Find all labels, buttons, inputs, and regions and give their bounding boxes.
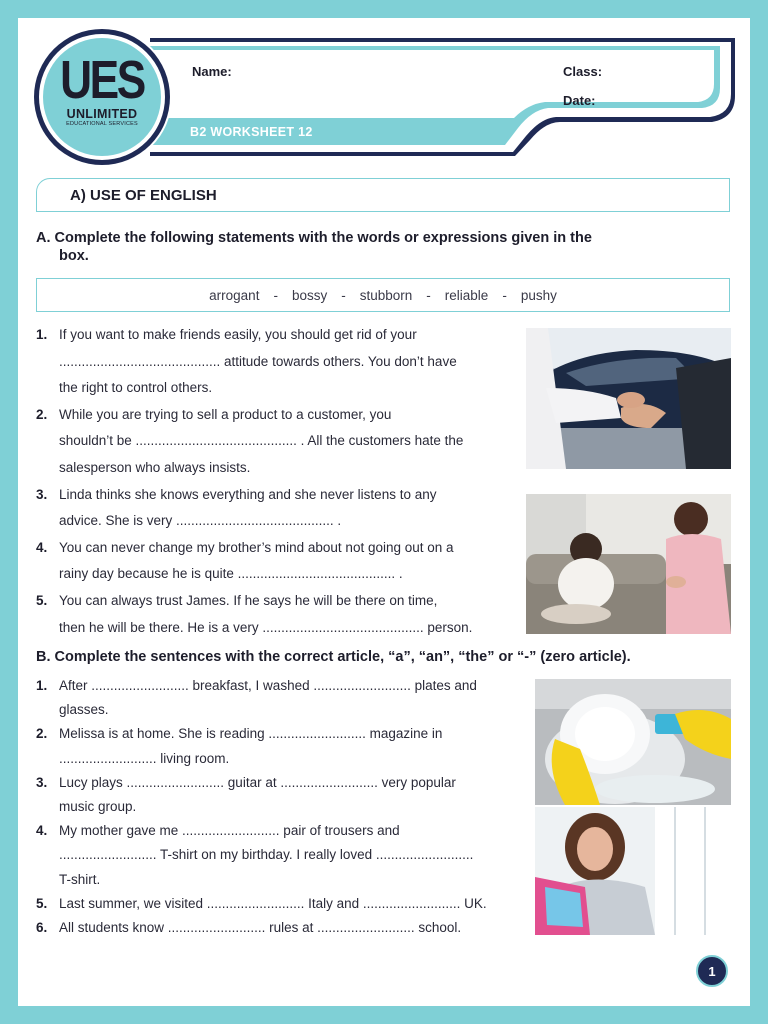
item-number: 2.: [36, 726, 48, 742]
woman-magazine-photo: [535, 807, 731, 935]
list-item: [36, 535, 516, 588]
item-text: While you are trying to sell a product to a customer, you: [59, 406, 392, 422]
list-item: [36, 588, 516, 641]
part-b-items: [36, 674, 531, 940]
name-label: Name:: [192, 64, 232, 79]
list-item: [36, 892, 531, 916]
item-text: All students know .......................... rules at .......................... school.: [59, 920, 462, 936]
item-text: Linda thinks she knows everything and she never listens to any: [59, 486, 437, 502]
item-text: rainy day because he is quite .......................................... .: [59, 566, 403, 582]
list-item: [36, 482, 516, 535]
part-a-instruction-line1: A. Complete the following statements with the words or expressions given in the: [36, 230, 592, 246]
item-number: 4.: [36, 823, 48, 839]
word-option: pushy: [520, 287, 557, 303]
word-box: [36, 278, 730, 312]
item-number: 6.: [36, 920, 48, 936]
list-item: [36, 322, 516, 402]
item-text: then he will be there. He is a very ........................................... person.: [59, 619, 473, 635]
car-handshake-photo: [526, 328, 731, 469]
item-number: 4.: [36, 539, 48, 555]
part-a-items: [36, 322, 516, 641]
logo-line2: EDUCATIONAL SERVICES: [66, 121, 138, 127]
word-option: arrogant: [209, 287, 260, 303]
section-title: A) USE OF ENGLISH: [70, 187, 217, 204]
item-text: the right to control others.: [59, 380, 213, 396]
item-text: .......................... T-shirt on my birthday. I really loved ..........................: [59, 847, 474, 863]
list-item: [36, 819, 531, 892]
item-text: T-shirt.: [59, 871, 101, 887]
item-number: 1.: [36, 678, 48, 693]
item-text: .......................... living room.: [59, 750, 230, 766]
item-number: 5.: [36, 592, 48, 608]
item-number: 1.: [36, 327, 48, 342]
item-text: salesperson who always insists.: [59, 459, 251, 475]
item-text: music group.: [59, 799, 137, 815]
item-text: Melissa is at home. She is reading .......................... magazine in: [59, 726, 443, 742]
item-text: You can always trust James. If he says he will be there on time,: [59, 592, 438, 608]
item-text: glasses.: [59, 702, 109, 718]
date-label: Date:: [563, 93, 596, 108]
worksheet-title: B2 WORKSHEET 12: [190, 125, 313, 139]
page-number-badge: 1: [696, 955, 728, 987]
item-text: shouldn’t be ........................................... . All the customers hate the: [59, 433, 464, 449]
item-number: 5.: [36, 895, 48, 911]
word-separator: -: [426, 287, 431, 303]
class-label: Class:: [563, 64, 603, 79]
list-item: [36, 916, 531, 940]
part-a-instruction-line2: box.: [59, 248, 89, 264]
part-b-instruction: B. Complete the sentences with the correct article, “a”, “an”, “the” or “-” (zero article).: [36, 649, 631, 665]
word-option: reliable: [444, 287, 489, 303]
item-text: After .......................... breakfast, I washed .......................... plates and: [59, 678, 477, 693]
word-separator: -: [273, 287, 278, 303]
item-text: Last summer, we visited .......................... Italy and .......................... UK.: [59, 895, 487, 911]
logo-line1: UNLIMITED: [66, 107, 138, 121]
list-item: [36, 674, 531, 722]
washing-dishes-photo: [535, 679, 731, 805]
word-separator: -: [341, 287, 346, 303]
list-item: [36, 771, 531, 819]
item-number: 3.: [36, 774, 48, 790]
list-item: [36, 722, 531, 770]
item-number: 2.: [36, 406, 48, 422]
logo-wordmark: UES: [60, 50, 144, 110]
logo: [43, 52, 161, 128]
word-option: bossy: [291, 287, 328, 303]
mother-child-photo: [526, 494, 731, 634]
item-number: 3.: [36, 486, 48, 502]
item-text: My mother gave me .......................... pair of trousers and: [59, 823, 400, 839]
list-item: [36, 402, 516, 482]
item-text: You can never change my brother’s mind about not going out on a: [59, 539, 454, 555]
word-option: stubborn: [359, 287, 413, 303]
item-text: advice. She is very .......................................... .: [59, 513, 342, 529]
word-separator: -: [502, 287, 507, 303]
part-a-instruction: [36, 229, 726, 265]
item-text: ........................................... attitude towards others. You don’t have: [59, 353, 457, 369]
item-text: If you want to make friends easily, you should get rid of your: [59, 327, 417, 342]
item-text: Lucy plays .......................... guitar at .......................... very popular: [59, 774, 456, 790]
